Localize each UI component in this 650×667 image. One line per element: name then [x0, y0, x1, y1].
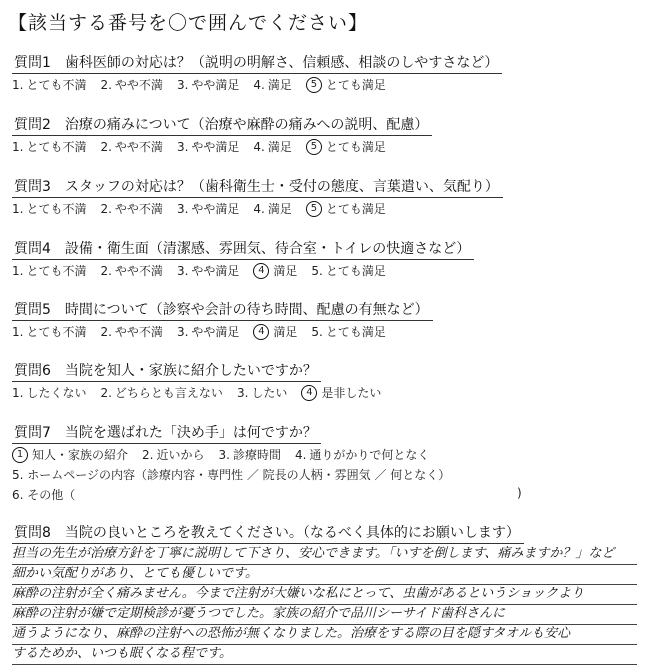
option-1[interactable]: 1. したくない	[12, 385, 87, 400]
option-1[interactable]: 1. とても不満	[12, 77, 87, 92]
question-title: 質問8 当院の良いところを教えてください。（なるべく具体的にお願いします）	[12, 522, 524, 544]
option-4-circled[interactable]: 4 満足	[253, 262, 297, 279]
option-1[interactable]: 1. とても不満	[12, 324, 87, 339]
options-row	[12, 138, 642, 155]
options-row	[12, 323, 642, 340]
question-2	[12, 114, 642, 155]
answer-line: 通うようになり、麻酔の注射への恐怖が無くなりました。治療をする際の目を隠すタオルも安心	[12, 625, 637, 645]
option-3[interactable]: 3. 診療時間	[218, 447, 281, 462]
option-2[interactable]: 2. やや不満	[100, 324, 163, 339]
question-4	[12, 238, 642, 279]
question-7	[12, 422, 642, 503]
answer-line: 麻酔の注射が全く痛みません。今まで注射が大嫌いな私にとって、虫歯があるというショックより	[12, 585, 637, 605]
answer-line: するためか、いつも眠くなる程です。	[12, 645, 637, 665]
option-6-other[interactable]: 6. その他（ )	[12, 486, 522, 502]
option-2[interactable]: 2. やや不満	[100, 263, 163, 278]
option-3[interactable]: 3. やや満足	[176, 139, 240, 154]
option-4[interactable]: 4. 満足	[253, 139, 292, 154]
option-5-circled[interactable]: 5 とても満足	[306, 76, 386, 93]
answer-line: 麻酔の注射が嫌で定期検診が憂うつでした。家族の紹介で品川シーサイド歯科さんに	[12, 605, 637, 625]
close-paren: )	[517, 486, 522, 500]
option-1[interactable]: 1. とても不満	[12, 263, 87, 278]
options-row	[12, 262, 642, 279]
answer-line: 担当の先生が治療方針を丁寧に説明して下さり、安心できます。「いすを倒します、痛みますか？」など	[12, 545, 637, 565]
option-2[interactable]: 2. やや不満	[100, 77, 163, 92]
option-1-circled[interactable]: 1 知人・家族の紹介	[12, 446, 128, 463]
option-3[interactable]: 3. したい	[236, 385, 288, 400]
options-row	[12, 200, 642, 217]
options-row	[12, 384, 642, 401]
page-title: 【該当する番号を〇で囲んでください】	[8, 12, 369, 34]
option-5[interactable]: 5. とても満足	[311, 263, 386, 278]
option-4-circled[interactable]: 4 満足	[253, 323, 297, 340]
options-row	[12, 76, 642, 93]
question-6	[12, 360, 642, 401]
option-3[interactable]: 3. やや満足	[176, 201, 240, 216]
options-row	[12, 446, 642, 463]
option-4[interactable]: 4. 満足	[253, 77, 292, 92]
option-1[interactable]: 1. とても不満	[12, 139, 87, 154]
option-4[interactable]: 4. 通りがかりで何となく	[294, 447, 430, 462]
option-3[interactable]: 3. やや満足	[176, 77, 240, 92]
question-8	[12, 522, 642, 544]
question-title: 質問5 時間について（診察や会計の待ち時間、配慮の有無など）	[12, 299, 433, 321]
option-4-circled[interactable]: 4 是非したい	[301, 384, 381, 401]
option-2[interactable]: 2. 近いから	[142, 447, 205, 462]
question-title: 質問2 治療の痛みについて（治療や麻酔の痛みへの説明、配慮）	[12, 114, 432, 136]
question-title: 質問1 歯科医師の対応は？（説明の明解さ、信頼感、相談のしやすさなど）	[12, 52, 502, 74]
option-2[interactable]: 2. やや不満	[100, 139, 163, 154]
question-1	[12, 52, 642, 93]
option-3[interactable]: 3. やや満足	[176, 263, 240, 278]
question-title: 質問7 当院を選ばれた「決め手」は何ですか？	[12, 422, 321, 444]
option-2[interactable]: 2. やや不満	[100, 201, 163, 216]
handwritten-answer	[12, 545, 637, 665]
option-5-circled[interactable]: 5 とても満足	[306, 200, 386, 217]
option-3[interactable]: 3. やや満足	[176, 324, 240, 339]
option-2[interactable]: 2. どちらとも言えない	[100, 385, 223, 400]
question-title: 質問3 スタッフの対応は？（歯科衛生士・受付の態度、言葉遣い、気配り）	[12, 176, 503, 198]
option-1[interactable]: 1. とても不満	[12, 201, 87, 216]
option-5-circled[interactable]: 5 とても満足	[306, 138, 386, 155]
question-3	[12, 176, 642, 217]
question-5	[12, 299, 642, 340]
option-4[interactable]: 4. 満足	[253, 201, 292, 216]
question-title: 質問6 当院を知人・家族に紹介したいですか？	[12, 360, 321, 382]
answer-line: 細かい気配りがあり、とても優しいです。	[12, 565, 637, 585]
question-title: 質問4 設備・衛生面（清潔感、雰囲気、待合室・トイレの快適さなど）	[12, 238, 474, 260]
option-5[interactable]: 5. とても満足	[311, 324, 386, 339]
option-5-homepage[interactable]: 5. ホームページの内容（診療内容・専門性 ／ 院長の人柄・雰囲気 ／ 何となく）	[12, 468, 451, 482]
